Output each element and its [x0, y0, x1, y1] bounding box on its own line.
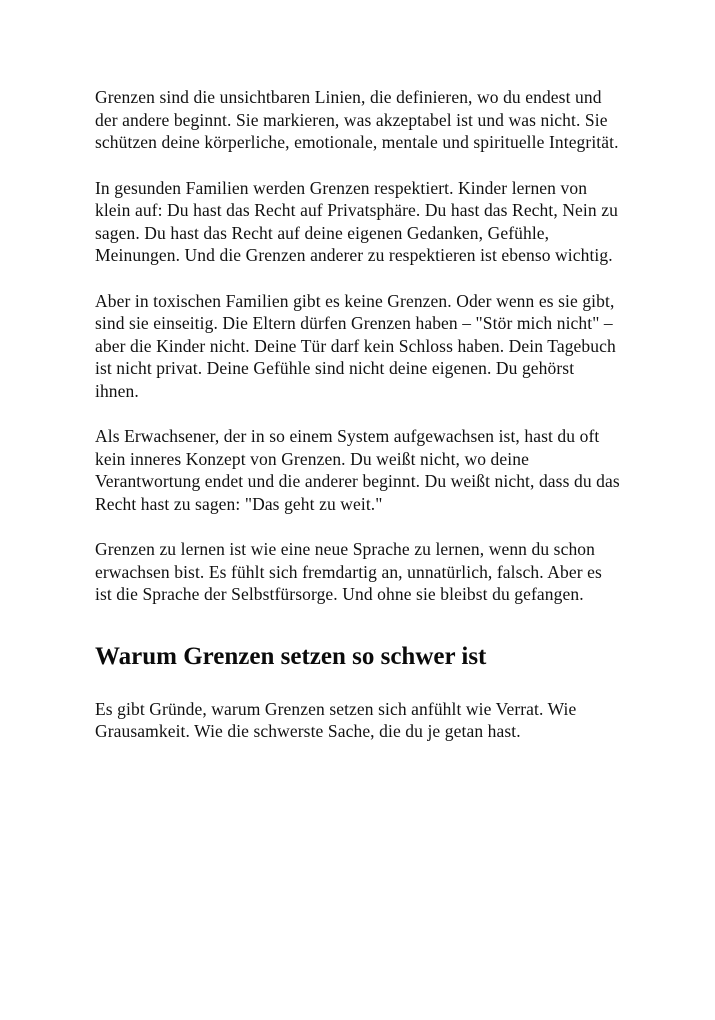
paragraph: In gesunden Familien werden Grenzen respektiert. Kinder lernen von klein auf: Du hast das Recht auf Privatsphäre. Du hast das Recht, Nein zu sagen. Du hast das Recht auf deine eigenen Gedanken, Gefühle, Meinungen. Und die Grenzen anderer zu respektieren ist ebenso wichtig. [95, 177, 618, 265]
paragraph: Es gibt Gründe, warum Grenzen setzen sich anfühlt wie Verrat. Wie Grausamkeit. Wie die schwerste Sache, die du je getan hast. [95, 698, 577, 741]
paragraph: Grenzen zu lernen ist wie eine neue Sprache zu lernen, wenn du schon erwachsen bist. Es fühlt sich fremdartig an, unnatürlich, falsch. Aber es ist die Sprache der Selbstfürsorge. Und ohne sie bleibst du gefangen. [95, 539, 602, 604]
paragraph: Grenzen sind die unsichtbaren Linien, die definieren, wo du endest und der andere beginnt. Sie markieren, was akzeptabel ist und was nicht. Sie schützen deine körperliche, emotionale, mentale und spirituelle Integrität. [95, 87, 619, 152]
paragraph: Als Erwachsener, der in so einem System aufgewachsen ist, hast du oft kein inneres Konzept von Grenzen. Du weißt nicht, wo deine Verantwortung endet und die anderer beginnt. Du weißt nicht, dass du das Recht hast zu sagen: "Das geht zu weit." [95, 426, 620, 514]
paragraph: Aber in toxischen Familien gibt es keine Grenzen. Oder wenn es sie gibt, sind sie einseitig. Die Eltern dürfen Grenzen haben – "Stör mich nicht" – aber die Kinder nicht. Deine Tür darf kein Schloss haben. Dein Tagebuch ist nicht privat. Deine Gefühle sind nicht deine eigenen. Du gehörst ihnen. [95, 290, 616, 401]
section-heading: Warum Grenzen setzen so schwer ist [95, 642, 487, 670]
